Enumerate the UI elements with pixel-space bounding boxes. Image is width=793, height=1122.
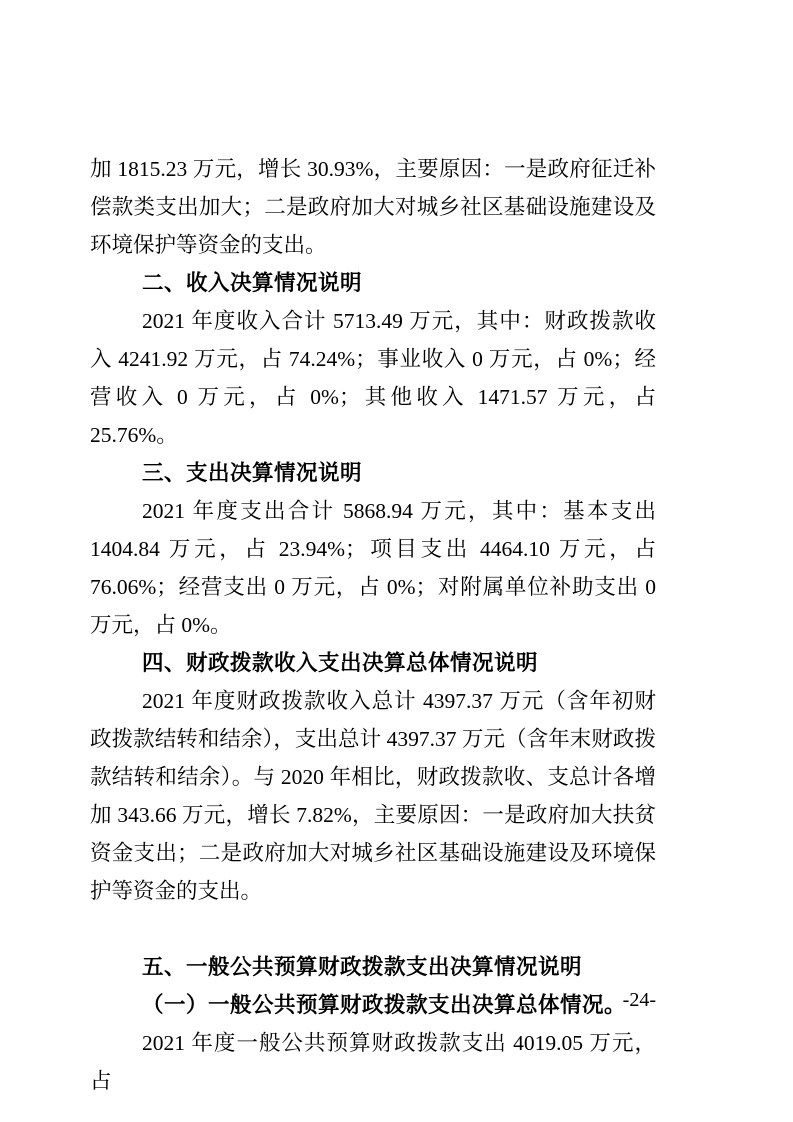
section-heading-expenditure-final-accounts: 三、支出决算情况说明 [142, 461, 363, 485]
paragraph-revenue-final-accounts: 2021 年度收入合计 5713.49 万元，其中：财政拨款收入 4241.92 万元，占 74.24%；事业收入 0 万元，占 0%；经营收入 0 万元，占 0%；其他收入 1471.57 万元，占 25.76%。 [90, 309, 656, 447]
paragraph-continuation-expenditure-increase: 加 1815.23 万元，增长 30.93%，主要原因：一是政府征迁补偿款类支出加大；二是政府加大对城乡社区基础设施建设及环境保护等资金的支出。 [90, 157, 656, 257]
subsection-heading-general-public-budget-overall: （一）一般公共预算财政拨款支出决算总体情况。 [142, 993, 627, 1017]
section-heading-fiscal-appropriation-overview: 四、财政拨款收入支出决算总体情况说明 [142, 651, 539, 675]
paragraph-general-public-budget-expenditure: 2021 年度一般公共预算财政拨款支出 4019.05 万元，占 [90, 1031, 656, 1093]
section-heading-revenue-final-accounts: 二、收入决算情况说明 [142, 271, 363, 295]
section-heading-general-public-budget-expenditure: 五、一般公共预算财政拨款支出决算情况说明 [142, 955, 583, 979]
page-number: -24- [622, 989, 656, 1011]
document-text-block [90, 150, 656, 1100]
paragraph-fiscal-appropriation-overview: 2021 年度财政拨款收入总计 4397.37 万元（含年初财政拨款结转和结余），支出总计 4397.37 万元（含年末财政拨款结转和结余）。与 2020 年相比，财政拨款收、支总计各增加 343.66 万元，增长 7.82%，主要原因：一是政府加大扶贫资金支出；二是政府加大对城乡社区基础设施建设及环境保护等资金的支出。 [90, 689, 656, 903]
paragraph-expenditure-final-accounts: 2021 年度支出合计 5868.94 万元，其中：基本支出 1404.84 万元，占 23.94%；项目支出 4464.10 万元，占 76.06%；经营支出 0 万元，占 0%；对附属单位补助支出 0 万元，占 0%。 [90, 499, 656, 637]
